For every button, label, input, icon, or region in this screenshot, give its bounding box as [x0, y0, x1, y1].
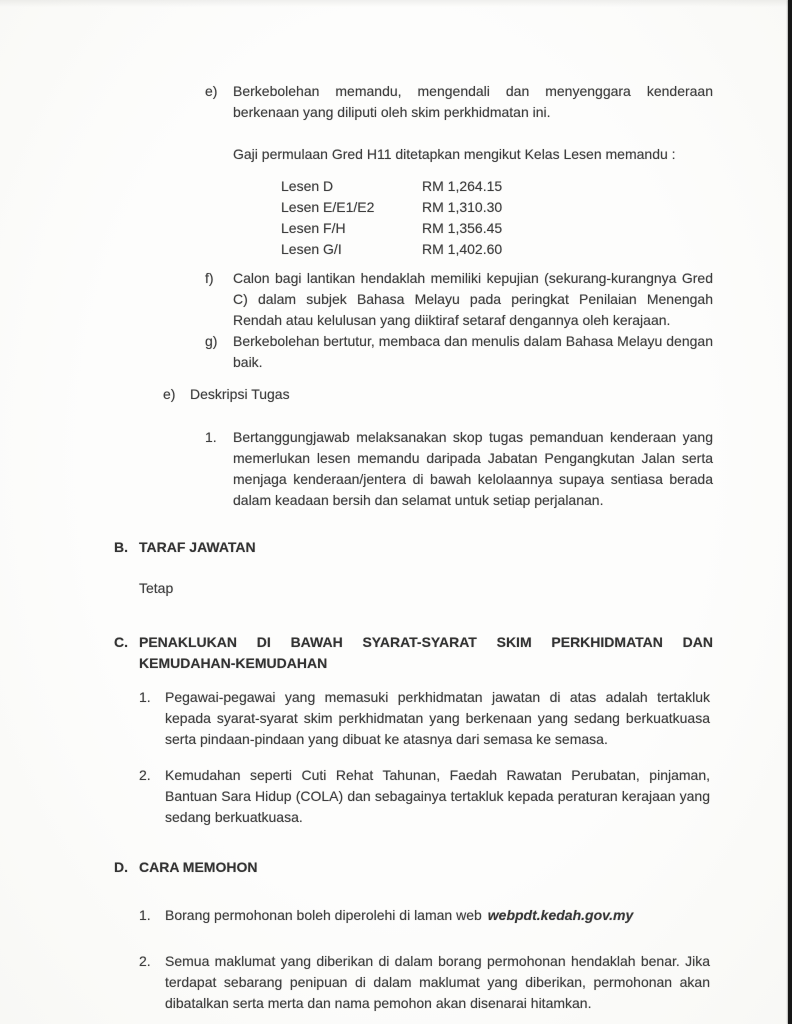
list-marker-e2: e) [163, 386, 176, 402]
c-item-2-marker: 2. [139, 767, 151, 783]
section-d-letter: D. [114, 859, 128, 875]
list-item-g-text: Berkebolehan bertutur, membaca dan menulis dalam Bahasa Melayu dengan baik. [233, 333, 713, 370]
list-item-g [205, 331, 713, 373]
list-item-e-driving [205, 81, 713, 123]
section-b-title: TARAF JAWATAN [139, 539, 256, 555]
salary-row [281, 218, 611, 239]
d-item-1-marker: 1. [139, 907, 151, 923]
section-b-heading [114, 537, 514, 558]
list-item-e-text: Berkebolehan memandu, mengendali dan menyenggara kenderaan berkenaan yang diliputi oleh skim perkhidmatan ini. [233, 83, 713, 120]
d-item-2-text: Semua maklumat yang diberikan di dalam borang permohonan hendaklah benar. Jika terdapat sebarang penipuan di dalam maklumat yang diberikan, permohonan akan dibatalkan serta merta dan nama pemohon akan disenarai hitamkan. [165, 953, 710, 1011]
section-c-letter: C. [114, 634, 128, 650]
list-item-f [205, 268, 713, 331]
d-item-1-prefix: Borang permohonan boleh diperolehi di laman web [165, 907, 482, 923]
d-item-2-marker: 2. [139, 953, 151, 969]
license-label: Lesen G/I [281, 241, 342, 257]
license-label: Lesen D [281, 178, 334, 194]
c-item-1-marker: 1. [139, 689, 151, 705]
scan-top-shadow [0, 0, 792, 7]
list-marker-e: e) [205, 83, 218, 99]
d-item-1 [139, 905, 710, 926]
license-amount: RM 1,402.60 [422, 241, 503, 257]
website-url: webpdt.kedah.gov.my [487, 907, 634, 923]
section-b-letter: B. [114, 539, 128, 555]
job-description-heading [163, 384, 463, 405]
list-item-f-text: Calon bagi lantikan hendaklah memiliki kepujian (sekurang-kurangnya Gred C) dalam subjek Bahasa Melayu pada peringkat Penilaian Menengah Rendah atau kelulusan yang diiktiraf setaraf dengannya oleh kerajaan. [233, 270, 713, 328]
salary-row [281, 239, 611, 260]
salary-row [281, 197, 611, 218]
salary-intro: Gaji permulaan Gred H11 ditetapkan mengikut Kelas Lesen memandu : [233, 146, 676, 162]
salary-row [281, 176, 611, 197]
task-item-1-text: Bertanggungjawab melaksanakan skop tugas pemanduan kenderaan yang memerlukan lesen memandu daripada Jabatan Pengangkutan Jalan serta menjaga kenderaan/jentera di bawah kelolaannya supaya sentiasa berada dalam keadaan bersih dan selamat untuk setiap perjalanan. [233, 429, 713, 508]
license-label: Lesen E/E1/E2 [281, 199, 375, 215]
salary-table [281, 176, 611, 260]
c-item-1-text: Pegawai-pegawai yang memasuki perkhidmatan jawatan di atas adalah tertakluk kepada syarat-syarat skim perkhidmatan yang berkenaan yang sedang berkuatkuasa serta pindaan-pindaan yang dibuat ke atasnya dari semasa ke semasa. [165, 689, 710, 747]
license-label: Lesen F/H [281, 220, 346, 236]
job-description-title: Deskripsi Tugas [190, 386, 290, 402]
section-d-title: CARA MEMOHON [139, 859, 258, 875]
section-c-heading [114, 632, 713, 674]
license-amount: RM 1,356.45 [422, 220, 503, 236]
section-b-body: Tetap [139, 580, 174, 596]
scan-edge-line [788, 0, 792, 1024]
section-c-title: PENAKLUKAN DI BAWAH SYARAT-SYARAT SKIM PERKHIDMATAN DAN KEMUDAHAN-KEMUDAHAN [139, 634, 713, 671]
task-marker-1: 1. [205, 429, 217, 445]
list-marker-f: f) [205, 270, 214, 286]
list-marker-g: g) [205, 333, 218, 349]
c-item-1 [139, 687, 710, 750]
c-item-2-text: Kemudahan seperti Cuti Rehat Tahunan, Faedah Rawatan Perubatan, pinjaman, Bantuan Sara Hidup (COLA) dan sebagainya tertakluk kepada peraturan kerajaan yang sedang berkuatkuasa. [165, 767, 710, 825]
c-item-2 [139, 765, 710, 828]
section-d-heading [114, 857, 514, 878]
d-item-2 [139, 951, 710, 1014]
license-amount: RM 1,264.15 [422, 178, 503, 194]
task-item-1 [205, 427, 713, 511]
license-amount: RM 1,310.30 [422, 199, 503, 215]
d-item-1-text [165, 905, 710, 926]
